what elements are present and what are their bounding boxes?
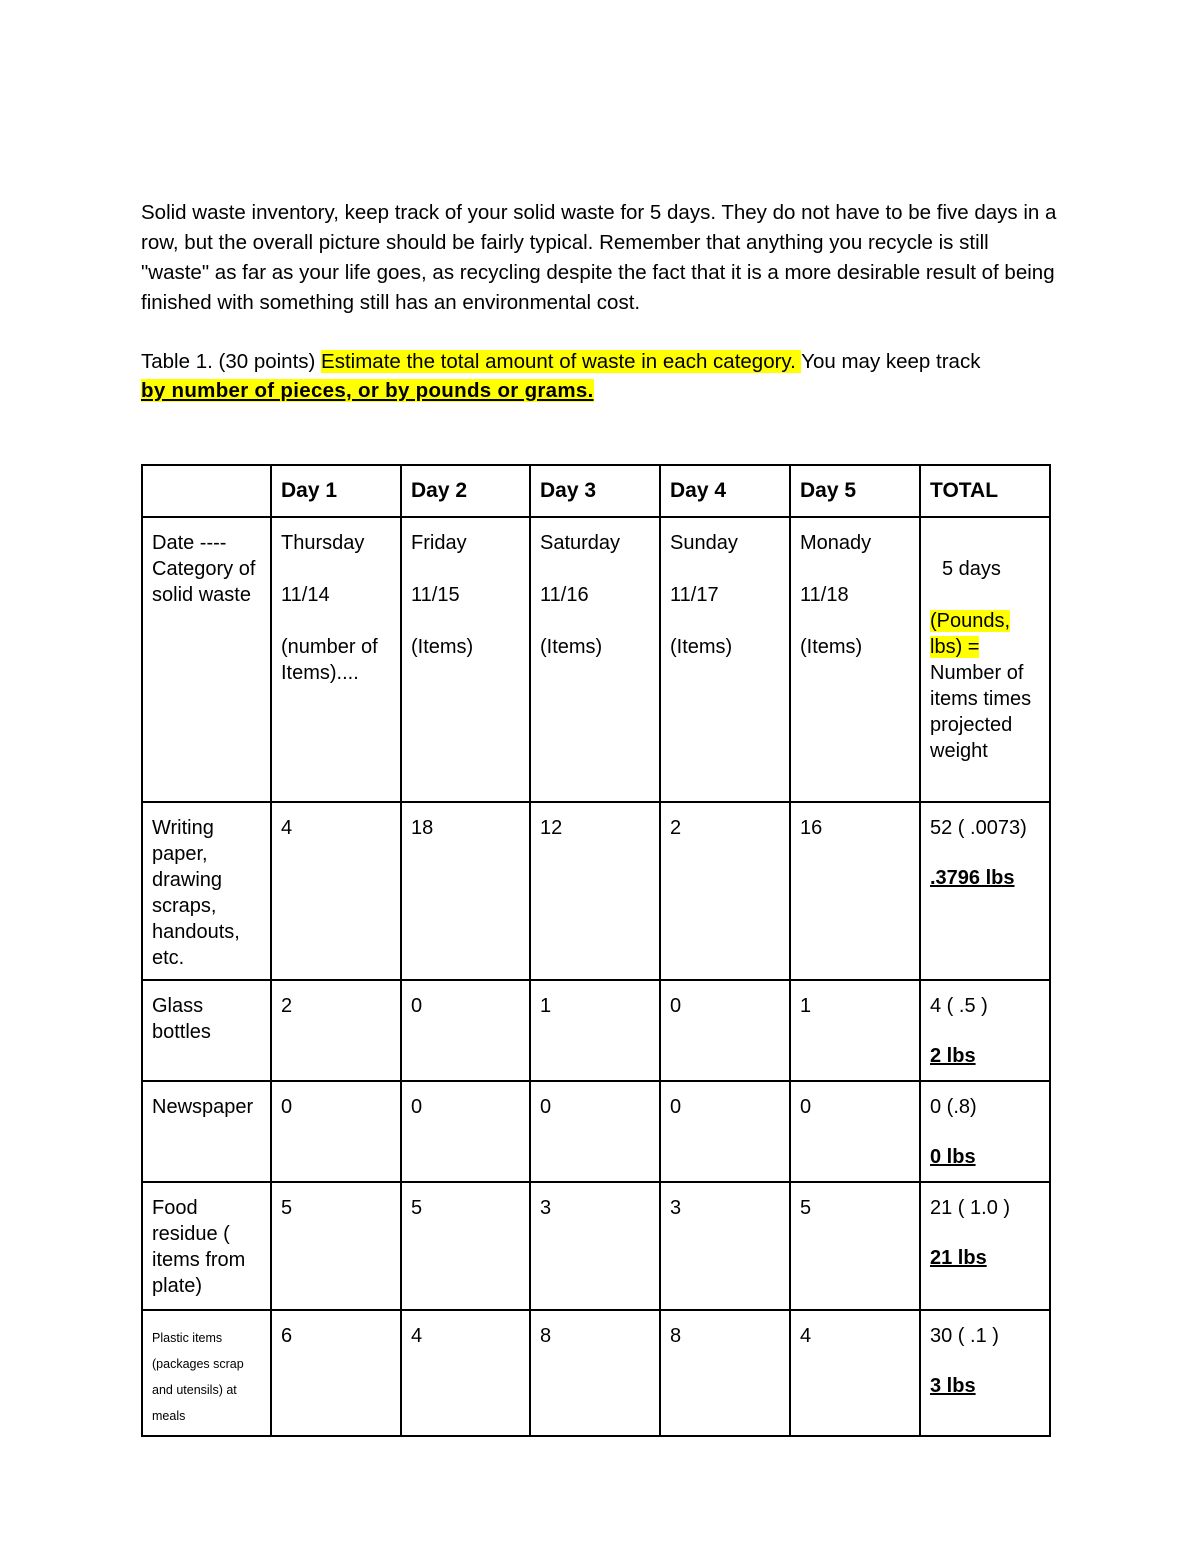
total-cell: [920, 980, 1050, 1081]
date-cell-day-5: [790, 517, 920, 802]
value-cell: 1: [530, 980, 660, 1081]
date: 11/18: [800, 584, 849, 606]
total-value: 21 ( 1.0 ): [930, 1197, 1011, 1219]
total-lbs: 2 lbs: [930, 1045, 976, 1067]
value-cell: 16: [790, 802, 920, 980]
value-cell: 0: [530, 1081, 660, 1182]
date: 11/16: [540, 584, 589, 606]
total-lbs: 3 lbs: [930, 1375, 976, 1397]
value-cell: 3: [530, 1182, 660, 1310]
category-label: Newspaper: [142, 1081, 271, 1182]
value-cell: 18: [401, 802, 530, 980]
date: 11/15: [411, 584, 460, 606]
intro-paragraph: Solid waste inventory, keep track of your solid waste for 5 days. They do not have to be five days in a row, but the overall picture should be fairly typical. Remember that anything you recycle is still "waste" as far as your life goes, as recycling despite the fact that it is a more desirable result of being finished with something still has an environmental cost.: [141, 201, 1057, 314]
value-cell: 0: [790, 1081, 920, 1182]
table-row: [142, 1310, 1050, 1436]
value-cell: 8: [660, 1310, 790, 1436]
category-label: [142, 1310, 271, 1436]
weekday: Monady: [800, 532, 872, 554]
date-cell-day-4: [660, 517, 790, 802]
header-total: TOTAL: [920, 465, 1050, 517]
total-cell: [920, 1182, 1050, 1310]
header-cell-empty: [142, 465, 271, 517]
value-cell: 3: [660, 1182, 790, 1310]
total-value: 30 ( .1 ): [930, 1325, 999, 1347]
task-emphasis: by number of pieces, or by pounds or grams.: [141, 379, 594, 402]
date-cell-day-3: [530, 517, 660, 802]
value-cell: 4: [790, 1310, 920, 1436]
date-cell-total: [920, 517, 1050, 802]
value-cell: 0: [660, 1081, 790, 1182]
weekday: Saturday: [540, 532, 621, 554]
total-value: 52 ( .0073): [930, 817, 1027, 839]
total-unit-highlight: (Pounds, lbs) =: [930, 610, 1011, 658]
weekday: Thursday: [281, 532, 365, 554]
total-lbs: 0 lbs: [930, 1146, 976, 1168]
total-value: 4 ( .5 ): [930, 995, 988, 1017]
total-value: 0 (.8): [930, 1096, 977, 1118]
task-prefix: Table 1. (30 points): [141, 350, 322, 373]
date: 11/14: [281, 584, 330, 606]
unit: (Items): [540, 636, 603, 658]
unit: (Items): [411, 636, 474, 658]
waste-inventory-table: [141, 464, 1051, 1437]
value-cell: 8: [530, 1310, 660, 1436]
task-middle: You may keep track: [801, 350, 981, 373]
category-label: Writing paper, drawing scraps, handouts, etc.: [142, 802, 271, 980]
total-cell: [920, 802, 1050, 980]
value-cell: 5: [271, 1182, 401, 1310]
date: 11/17: [670, 584, 719, 606]
date-cell-day-1: [271, 517, 401, 802]
category-label: Glass bottles: [142, 980, 271, 1081]
total-cell: [920, 1310, 1050, 1436]
value-cell: 4: [271, 802, 401, 980]
table-row: [142, 980, 1050, 1081]
total-lbs: .3796 lbs: [930, 867, 1015, 889]
table-row: [142, 1182, 1050, 1310]
weekday: Sunday: [670, 532, 738, 554]
date-row: [142, 517, 1050, 802]
total-days: 5 days: [942, 558, 1001, 580]
unit: (Items): [800, 636, 863, 658]
task-instruction: [141, 347, 1061, 405]
header-day-1: Day 1: [271, 465, 401, 517]
unit: (Items): [670, 636, 733, 658]
category-label-small: Plastic items (packages scrap and utensils) at meals: [152, 1331, 244, 1423]
value-cell: 2: [271, 980, 401, 1081]
header-day-2: Day 2: [401, 465, 530, 517]
total-lbs: 21 lbs: [930, 1247, 987, 1269]
date-row-label: Date ---- Category of solid waste: [142, 517, 271, 802]
value-cell: 0: [271, 1081, 401, 1182]
date-cell-day-2: [401, 517, 530, 802]
value-cell: 0: [401, 1081, 530, 1182]
weekday: Friday: [411, 532, 467, 554]
category-label: Food residue ( items from plate): [142, 1182, 271, 1310]
total-cell: [920, 1081, 1050, 1182]
header-day-3: Day 3: [530, 465, 660, 517]
value-cell: 0: [401, 980, 530, 1081]
value-cell: 6: [271, 1310, 401, 1436]
table-header-row: [142, 465, 1050, 517]
value-cell: 0: [660, 980, 790, 1081]
header-day-5: Day 5: [790, 465, 920, 517]
task-highlight: Estimate the total amount of waste in each category.: [321, 350, 802, 373]
unit: (number of Items)....: [281, 636, 378, 684]
table-row: [142, 802, 1050, 980]
table-row: [142, 1081, 1050, 1182]
value-cell: 5: [401, 1182, 530, 1310]
header-day-4: Day 4: [660, 465, 790, 517]
value-cell: 1: [790, 980, 920, 1081]
value-cell: 2: [660, 802, 790, 980]
value-cell: 4: [401, 1310, 530, 1436]
value-cell: 12: [530, 802, 660, 980]
value-cell: 5: [790, 1182, 920, 1310]
total-note: Number of items times projected weight: [930, 662, 1032, 762]
